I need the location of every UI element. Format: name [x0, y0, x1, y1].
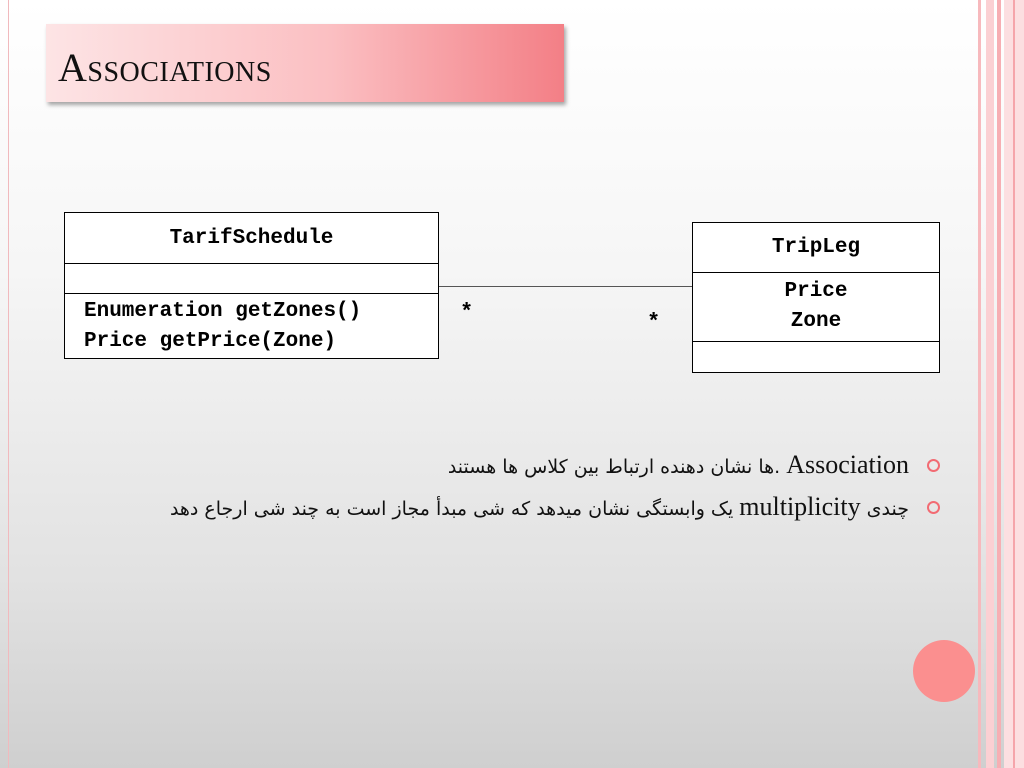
multiplicity-to: *: [647, 310, 661, 335]
bullet-item: [120, 444, 940, 486]
bullet-list: [120, 444, 940, 528]
decor-stripe: [986, 0, 994, 768]
slide-title-box: [46, 24, 564, 102]
bullet-circle-icon: [927, 501, 940, 514]
attributes-compartment: [65, 264, 438, 294]
bullet-text: [170, 492, 909, 522]
bullet-prefix: چندی: [860, 498, 909, 520]
decor-stripe: [978, 0, 981, 768]
decor-stripe: [1013, 0, 1015, 768]
bullet-description: یک وابستگی نشان میدهد که شی مبدأ مجاز است به چند شی ارجاع دهد: [169, 498, 740, 520]
uml-class-tripleg: [692, 222, 940, 373]
class-name-compartment: [65, 213, 438, 264]
class-name-compartment: [693, 223, 939, 273]
operation: Enumeration getZones(): [84, 300, 362, 323]
uml-class-tarifschedule: [64, 212, 439, 359]
bullet-description: .ها نشان دهنده ارتباط بین کلاس ها هستند: [447, 456, 787, 478]
bullet-term: Association: [786, 450, 909, 479]
decor-left-line: [8, 0, 9, 768]
slide-title: Associations: [58, 45, 272, 90]
decor-circle: [913, 640, 975, 702]
bullet-circle-icon: [927, 459, 940, 472]
association-line: [439, 286, 692, 287]
operation: Price getPrice(Zone): [84, 330, 337, 353]
decor-stripe: [997, 0, 1001, 768]
class-name: TripLeg: [771, 236, 861, 259]
multiplicity-from: *: [460, 300, 474, 325]
operations-compartment: [65, 294, 438, 357]
operations-compartment: [693, 342, 939, 371]
bullet-term: multiplicity: [739, 492, 861, 521]
class-name: TarifSchedule: [169, 226, 334, 250]
bullet-text: [448, 450, 909, 480]
attribute: Price: [784, 280, 848, 303]
attribute: Zone: [790, 310, 842, 333]
bullet-item: [120, 486, 940, 528]
attributes-compartment: [693, 273, 939, 342]
